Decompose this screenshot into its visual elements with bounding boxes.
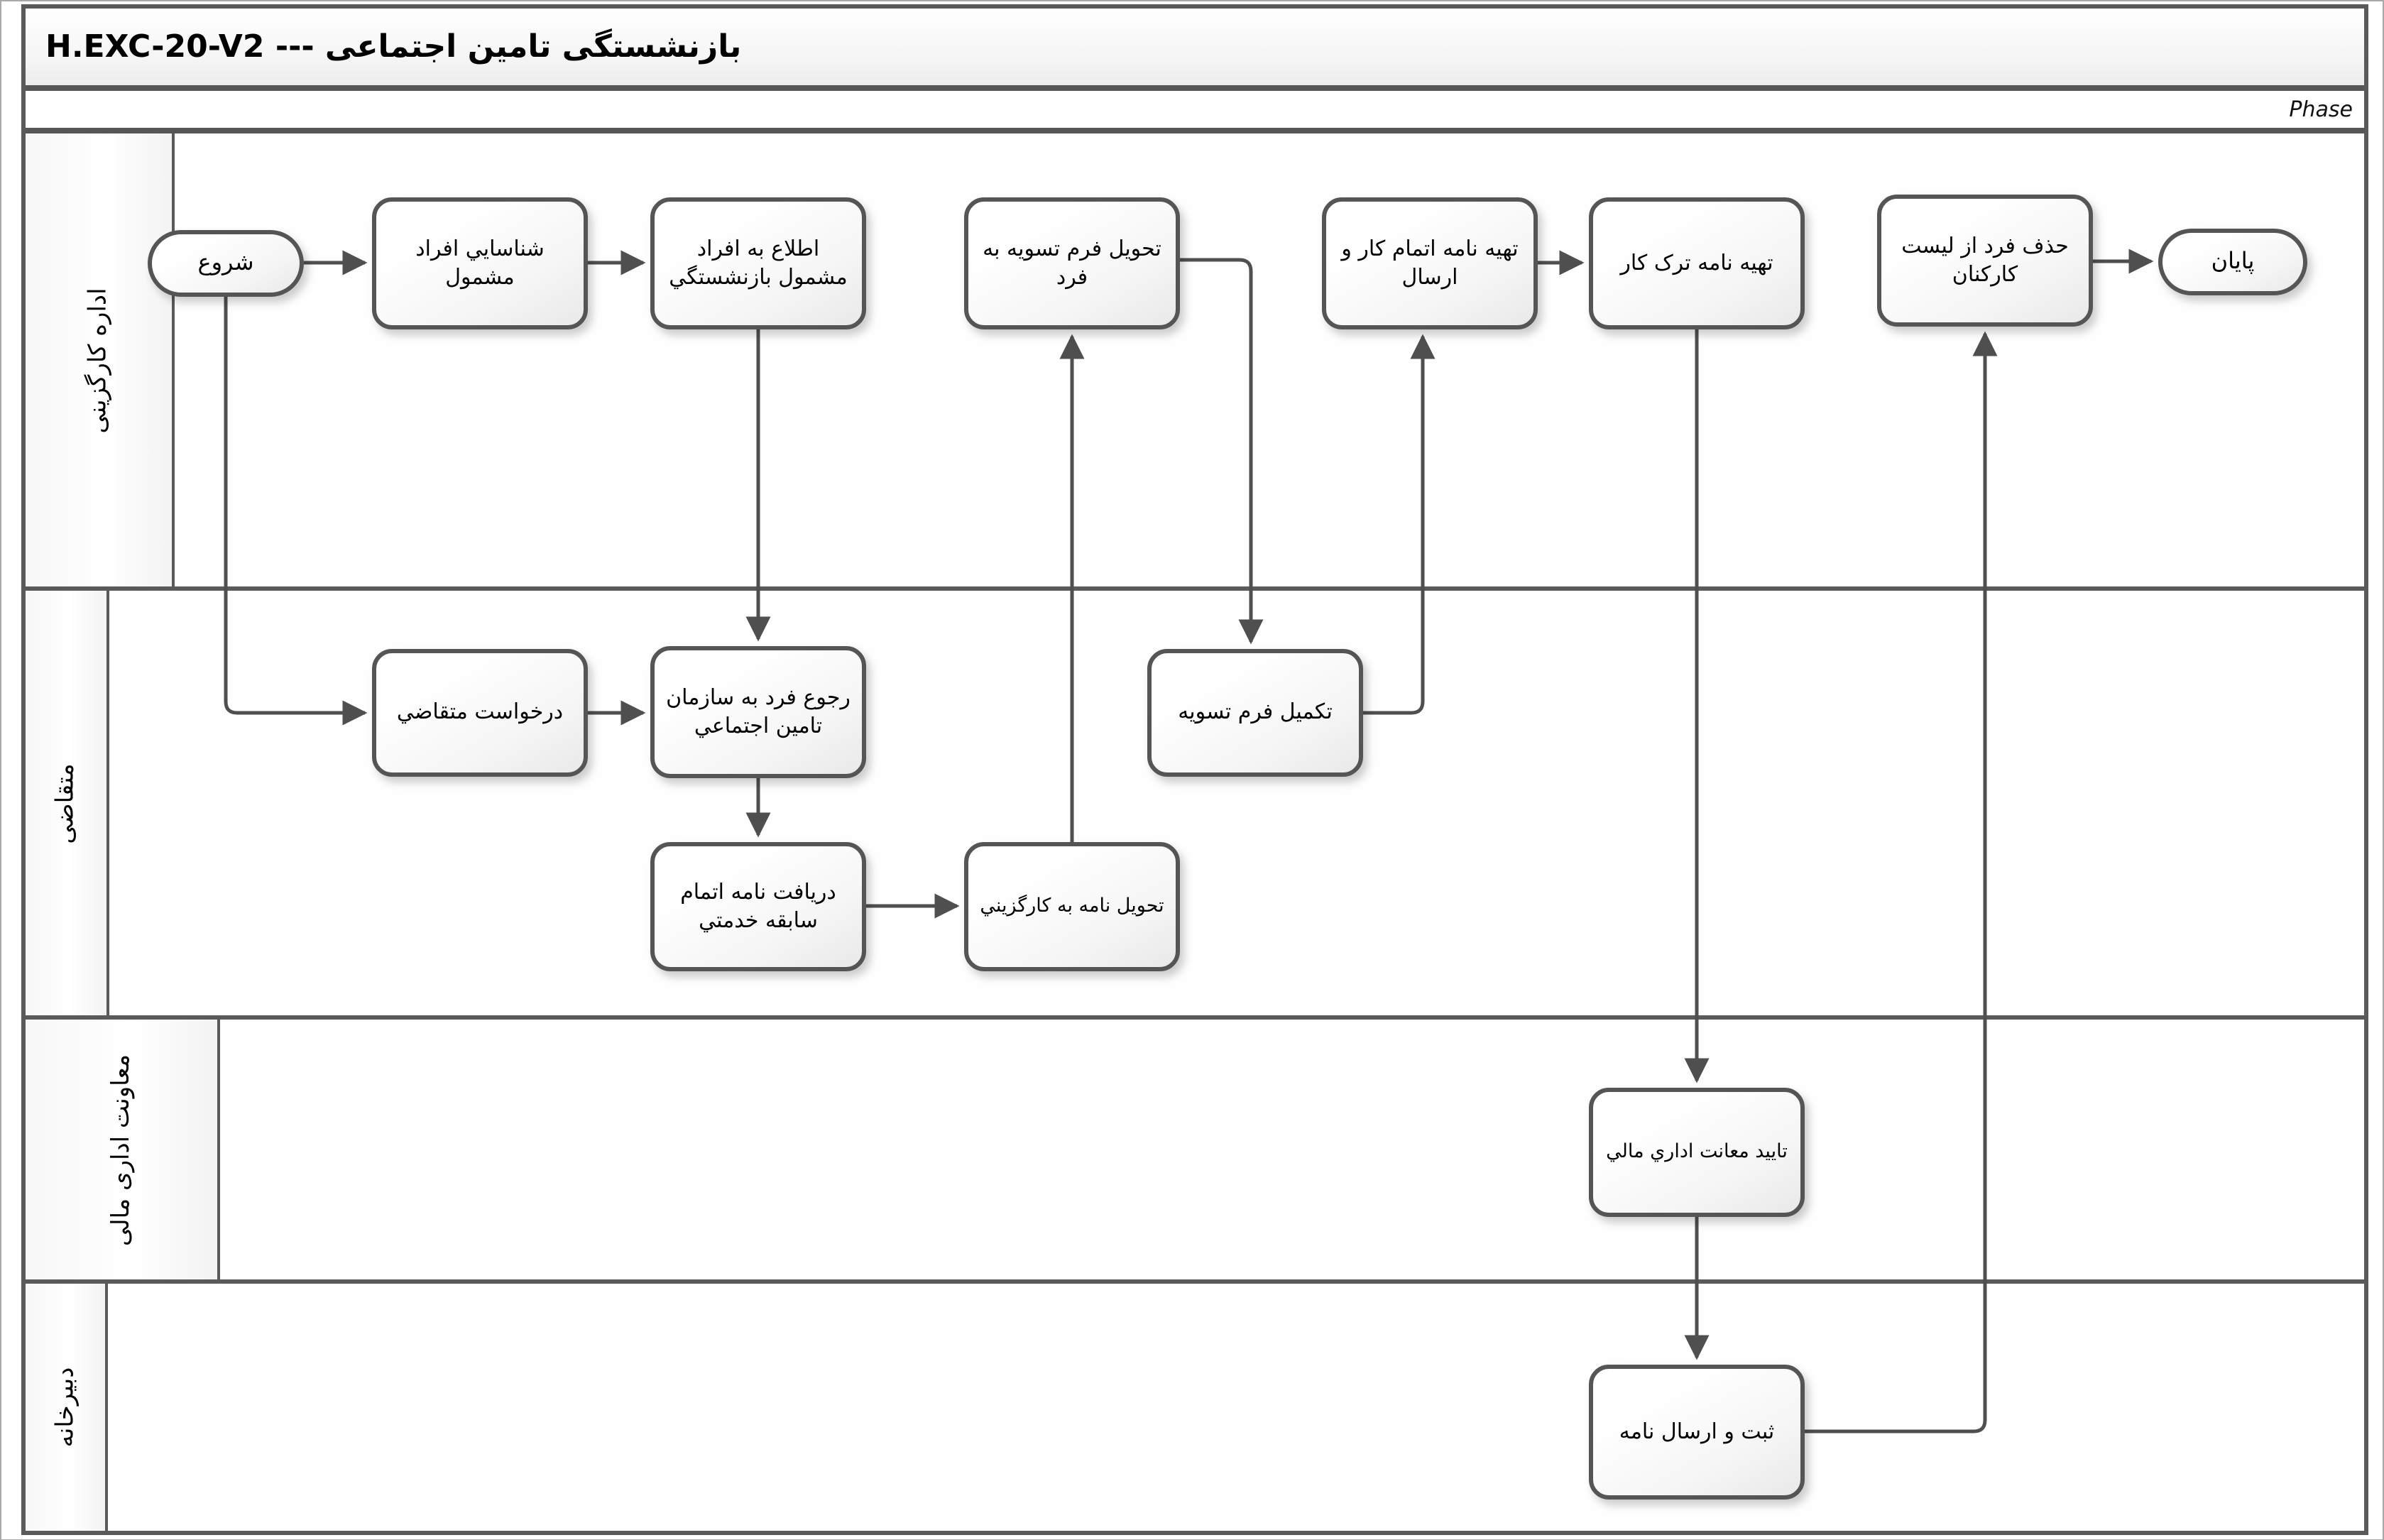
lane-content-secretariat — [109, 1284, 2364, 1530]
lane-label-text: دبیرخانه — [51, 1367, 80, 1447]
node-label: درخواست متقاضي — [396, 699, 564, 725]
lane-label-applicant — [26, 591, 109, 1015]
node-label: تاييد معانت اداري مالي — [1606, 1140, 1788, 1163]
task-prepare-completion-letter — [1322, 197, 1538, 329]
task-applicant-request — [372, 649, 588, 777]
lane-content-admin-finance — [220, 1020, 2364, 1279]
node-label: اطلاع به افراد مشمول بازنشستگي — [669, 236, 848, 289]
phase-label: Phase — [2289, 97, 2353, 122]
node-label: پایان — [2211, 247, 2255, 275]
lane-label-secretariat — [26, 1284, 109, 1530]
task-identify-people — [372, 197, 588, 329]
task-inform-retirees — [650, 197, 866, 329]
task-receive-service-record-letter — [650, 842, 866, 971]
node-label: شناسايي افراد مشمول — [415, 236, 545, 289]
lane-label-hr-office — [26, 133, 174, 586]
task-deliver-letter-to-hr — [964, 842, 1180, 971]
lane-label-text: معاونت اداری مالی — [107, 1053, 136, 1246]
node-label: ثبت و ارسال نامه — [1619, 1418, 1775, 1444]
lane-label-text: اداره کارگزینی — [84, 287, 113, 433]
node-label: حذف فرد از ليست کارکنان — [1901, 233, 2069, 286]
task-remove-from-staff-list — [1877, 195, 2093, 327]
diagram-title: بازنشستگی تامین اجتماعی --- H.EXC-20-V2 — [45, 29, 742, 65]
task-complete-settlement-form — [1147, 649, 1363, 777]
node-label: تهيه نامه اتمام کار و ارسال — [1341, 236, 1519, 289]
lane-label-admin-finance — [26, 1020, 220, 1279]
task-deliver-settlement-form — [964, 197, 1180, 329]
node-label: رجوع فرد به سازمان تامين اجتماعي — [666, 684, 851, 738]
swimlanes — [26, 133, 2364, 1530]
task-approve-admin-finance — [1589, 1088, 1805, 1217]
start-terminator — [148, 230, 304, 297]
node-label: تحويل فرم تسويه به فرد — [983, 236, 1161, 289]
phase-band — [26, 91, 2364, 133]
end-terminator — [2158, 229, 2307, 295]
node-label: تحويل نامه به کارگزيني — [980, 894, 1164, 917]
lane-admin-finance — [26, 1015, 2364, 1279]
task-register-send-letter — [1589, 1365, 1805, 1500]
task-prepare-leave-letter — [1589, 197, 1805, 329]
title-bar — [26, 9, 2364, 91]
node-label: شروع — [197, 249, 254, 276]
task-refer-to-social-security — [650, 646, 866, 778]
node-label: دريافت نامه اتمام سابقه خدمتي — [680, 879, 836, 932]
node-label: تهيه نامه ترک کار — [1620, 249, 1773, 275]
lane-secretariat — [26, 1279, 2364, 1530]
lane-label-text: متقاضی — [51, 763, 80, 843]
node-label: تکميل فرم تسويه — [1178, 699, 1333, 725]
